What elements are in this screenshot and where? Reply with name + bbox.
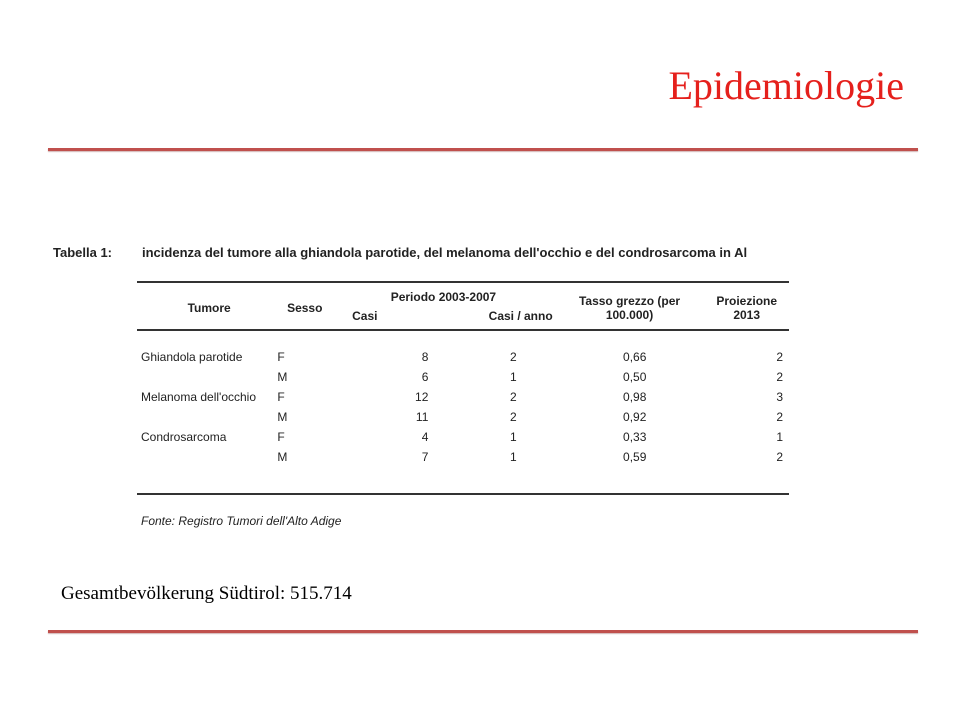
top-divider — [48, 148, 918, 151]
cell-cases: 12 — [415, 390, 429, 404]
cell-tumor — [137, 367, 277, 387]
cell-cases-per-year: 1 — [509, 430, 517, 444]
cell-cases-per-year: 2 — [509, 390, 517, 404]
cell-projection: 2 — [776, 350, 783, 364]
table-figure — [48, 236, 904, 536]
caption-label: Tabella 1: — [53, 245, 113, 260]
table-row — [137, 347, 789, 367]
cell-rate: 0,59 — [623, 450, 647, 464]
header-projection-line1: Proiezione — [716, 294, 778, 308]
header-crude-rate — [555, 282, 705, 330]
cell-sex: M — [277, 410, 288, 424]
table-row — [137, 407, 789, 427]
header-crude-rate-line1: Tasso grezzo (per — [578, 294, 681, 308]
incidence-table — [137, 281, 789, 495]
header-crude-rate-line2: 100.000) — [605, 308, 654, 322]
cell-rate: 0,50 — [623, 370, 647, 384]
bottom-divider — [48, 630, 918, 633]
cell-projection: 1 — [776, 430, 783, 444]
cell-cases-per-year: 2 — [509, 350, 517, 364]
caption-text: incidenza del tumore alla ghiandola parotide, del melanoma dell'occhio e del condrosarcoma in Al — [142, 245, 748, 260]
header-projection — [704, 282, 789, 330]
cell-projection: 2 — [776, 370, 783, 384]
header-cases: Casi — [352, 308, 378, 323]
table-row — [137, 447, 789, 467]
cell-tumor: Ghiandola parotide — [141, 350, 243, 364]
cell-cases: 11 — [415, 410, 429, 424]
cell-rate: 0,98 — [623, 390, 647, 404]
header-period: Periodo 2003-2007 — [390, 289, 497, 304]
table-source: Fonte: Registro Tumori dell'Alto Adige — [141, 514, 342, 528]
table-row — [137, 387, 789, 407]
cell-cases: 8 — [421, 350, 429, 364]
header-tumor: Tumore — [187, 301, 231, 315]
cell-cases: 7 — [421, 450, 429, 464]
cell-tumor — [137, 407, 277, 427]
cell-tumor — [137, 447, 277, 467]
cell-sex: F — [277, 390, 285, 404]
cell-cases-per-year: 1 — [509, 370, 517, 384]
cell-sex: M — [277, 450, 288, 464]
cell-rate: 0,92 — [623, 410, 647, 424]
table-header-row — [137, 282, 789, 306]
header-cases-per-year: Casi / anno — [488, 308, 553, 323]
cell-rate: 0,33 — [623, 430, 647, 444]
cell-tumor: Melanoma dell'occhio — [141, 390, 257, 404]
cell-cases: 6 — [421, 370, 429, 384]
cell-tumor: Condrosarcoma — [141, 430, 227, 444]
table-caption — [53, 245, 747, 260]
cell-cases: 4 — [421, 430, 429, 444]
cell-projection: 2 — [776, 450, 783, 464]
header-sex: Sesso — [287, 301, 323, 315]
cell-sex: F — [277, 430, 285, 444]
cell-sex: M — [277, 370, 288, 384]
cell-projection: 2 — [776, 410, 783, 424]
cell-cases-per-year: 2 — [509, 410, 517, 424]
cell-cases-per-year: 1 — [509, 450, 517, 464]
population-note: Gesamtbevölkerung Südtirol: 515.714 — [61, 583, 352, 604]
table-row — [137, 367, 789, 387]
table-spacer — [137, 330, 789, 347]
slide-title: Epidemiologie — [668, 63, 904, 108]
cell-projection: 3 — [776, 390, 783, 404]
table-spacer — [137, 467, 789, 494]
table-row — [137, 427, 789, 447]
cell-sex: F — [277, 350, 285, 364]
header-projection-line2: 2013 — [733, 308, 761, 322]
cell-rate: 0,66 — [623, 350, 647, 364]
